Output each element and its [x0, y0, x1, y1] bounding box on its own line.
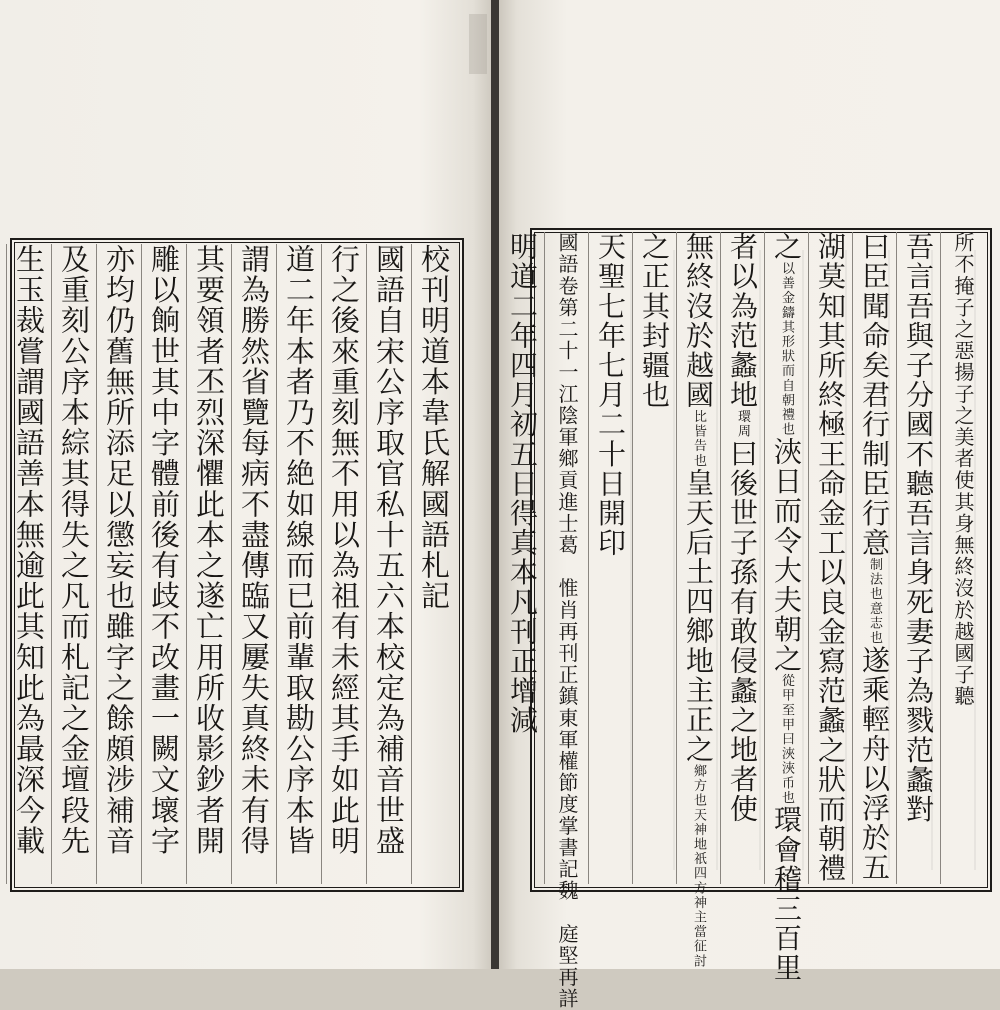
text-column	[186, 244, 231, 884]
column-text: 亦均仍舊無所添足以懲妄也雖字之餘頗涉補音	[102, 244, 136, 856]
column-text	[0, 244, 1, 856]
column-text: 皇天后土四鄉地主正之	[682, 468, 715, 765]
column-text: 吾言吾與子分國不聽吾言身死妻子為戮范蠡對	[902, 232, 935, 824]
column-text: 國語自宋公序取官私十五六本校定為補音世盛	[372, 244, 406, 856]
text-column	[366, 244, 411, 884]
column-text: 江陰軍鄉貢進士葛 惟肖再刊正	[555, 383, 579, 686]
text-column	[720, 232, 764, 884]
text-column	[231, 244, 276, 884]
text-column	[501, 232, 544, 884]
column-text: 天聖七年七月二十日開印	[594, 232, 627, 558]
column-text: 國語卷第二十一	[555, 232, 579, 384]
text-column	[544, 232, 588, 1010]
column-text: 道二年本者乃不絶如線而已前輩取勘公序本皆	[282, 244, 316, 856]
column-text: 生玉裁嘗謂國語善本無逾此其知此為最深今載	[12, 244, 46, 856]
column-text: 之	[770, 232, 803, 262]
column-text: 謂為勝然省覽每病不盡傳臨又屢失真終未有得	[237, 244, 271, 856]
commentary-text: 鄉方也天神地祇四方神主當征討	[691, 764, 706, 969]
text-column	[940, 232, 984, 884]
column-text: 行之後來重刻無不用以為祖有未經其手如此明	[327, 244, 361, 856]
text-column	[764, 232, 808, 983]
right-text-columns	[506, 232, 984, 1010]
column-text: 曰臣聞命矣君行制臣行意	[858, 232, 891, 558]
column-text: 其要領者丕烈深懼此本之遂亡用所收影鈔者開	[192, 244, 226, 856]
column-text: 湖莫知其所終極王命金工以良金寫范蠡之狀而朝禮	[814, 232, 847, 884]
column-text: 遂乘輕舟以浮於五	[858, 645, 891, 883]
column-text: 浹日而令大夫朝之	[770, 436, 803, 674]
book-gutter	[491, 0, 499, 969]
text-column	[141, 244, 186, 884]
text-column	[632, 232, 676, 884]
text-column	[96, 244, 141, 884]
text-column	[852, 232, 896, 884]
text-column	[276, 244, 321, 884]
column-text: 者以為范蠡地	[726, 232, 759, 410]
column-text: 環會稽三百里	[770, 805, 803, 983]
column-text: 校刊明道本韋氏解國語札記	[417, 244, 451, 612]
column-text: 曰後世子孫有敢侵蠡之地者使	[726, 438, 759, 824]
text-column	[808, 232, 852, 884]
commentary-text: 以善金鑄其形狀而自朝禮也	[779, 261, 794, 437]
left-text-columns	[14, 244, 456, 884]
commentary-text: 比皆告也	[691, 409, 706, 469]
commentary-text: 從甲至甲曰浹浹币也	[779, 673, 794, 806]
column-text: 無終沒於越國	[682, 232, 715, 410]
column-text: 及重刻公序本綜其得失之凡而札記之金壇段先	[57, 244, 91, 856]
text-column	[676, 232, 720, 969]
column-text: 雕以餉世其中字體前後有歧不改畫一闕文壞字	[147, 244, 181, 856]
text-column	[321, 244, 366, 884]
column-text: 所不掩子之惡揚子之美者使其身無終沒於越國子聽	[951, 232, 975, 708]
text-column	[411, 244, 456, 884]
text-column	[588, 232, 632, 884]
column-text: 鎮東軍權節度掌書記魏 庭堅再詳	[555, 685, 579, 1010]
column-text: 明道二年四月初五日得真本凡刊正增減	[506, 232, 539, 736]
edge-mark	[469, 14, 487, 74]
commentary-text: 環周	[735, 409, 750, 439]
text-column	[896, 232, 940, 884]
column-text: 之正其封疆也	[638, 232, 671, 410]
text-column	[51, 244, 96, 884]
text-column	[6, 244, 51, 884]
commentary-text: 制法也意志也	[867, 557, 882, 646]
